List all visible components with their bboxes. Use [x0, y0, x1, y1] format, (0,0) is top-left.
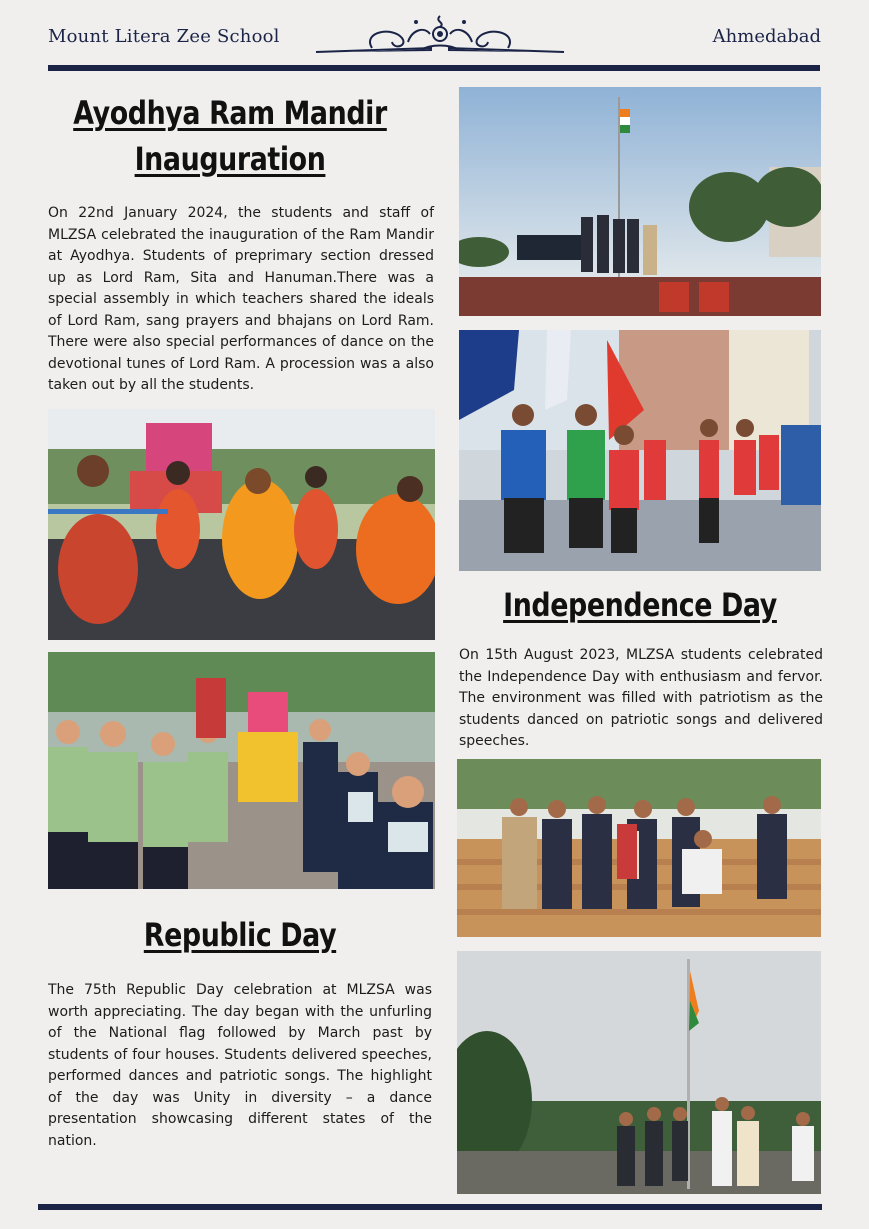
independence-day-text: On 15th August 2023, MLZSA students celebrated the Independence Day with enthusiasm and fervor. The environment was filled with patriotism as the students danced on patriotic songs and delivered speeches.	[459, 647, 823, 749]
ram-mandir-procession-photo	[48, 652, 435, 889]
city-name: Ahmedabad	[712, 26, 821, 47]
ram-mandir-title	[70, 90, 389, 182]
decorative-scroll-ornament-icon	[312, 12, 568, 62]
republic-day-text: The 75th Republic Day celebration at MLZSA was worth appreciating. The day began with the unfurling of the National flag followed by March past by students of four houses. Students delivered speeches, performed dances and patriotic songs. The highlight of the day was Unity in diversity – a dance presentation showcasing different states of the nation.	[48, 982, 432, 1149]
ram-mandir-text: On 22nd January 2024, the students and staff of MLZSA celebrated the inauguration of the Ram Mandir at Ayodhya. Students of preprimary section dressed up as Lord Ram, Sita and Hanuman.There was a special assembly in which teachers shared the ideals of Lord Ram, sang prayers and bhajans on Lord Ram. There were also special performances of dance on the devotional tunes of Lord Ram. A procession was a also taken out by all the students.	[48, 205, 434, 393]
ram-mandir-title-line1: Ayodhya Ram Mandir	[73, 94, 387, 132]
republic-day-title: Republic Day	[143, 916, 337, 954]
school-name: Mount Litera Zee School	[48, 26, 280, 47]
independence-day-title: Independence Day	[503, 586, 777, 624]
independence-flag-salute-photo	[457, 951, 821, 1194]
ram-mandir-costume-photo	[48, 409, 435, 640]
footer-divider	[38, 1204, 822, 1210]
flag-hoisting-stage-photo	[459, 87, 821, 316]
header-divider	[48, 65, 820, 71]
independence-day-guests-photo	[457, 759, 821, 937]
march-past-photo	[459, 330, 821, 571]
ram-mandir-title-line2: Inauguration	[134, 140, 326, 178]
